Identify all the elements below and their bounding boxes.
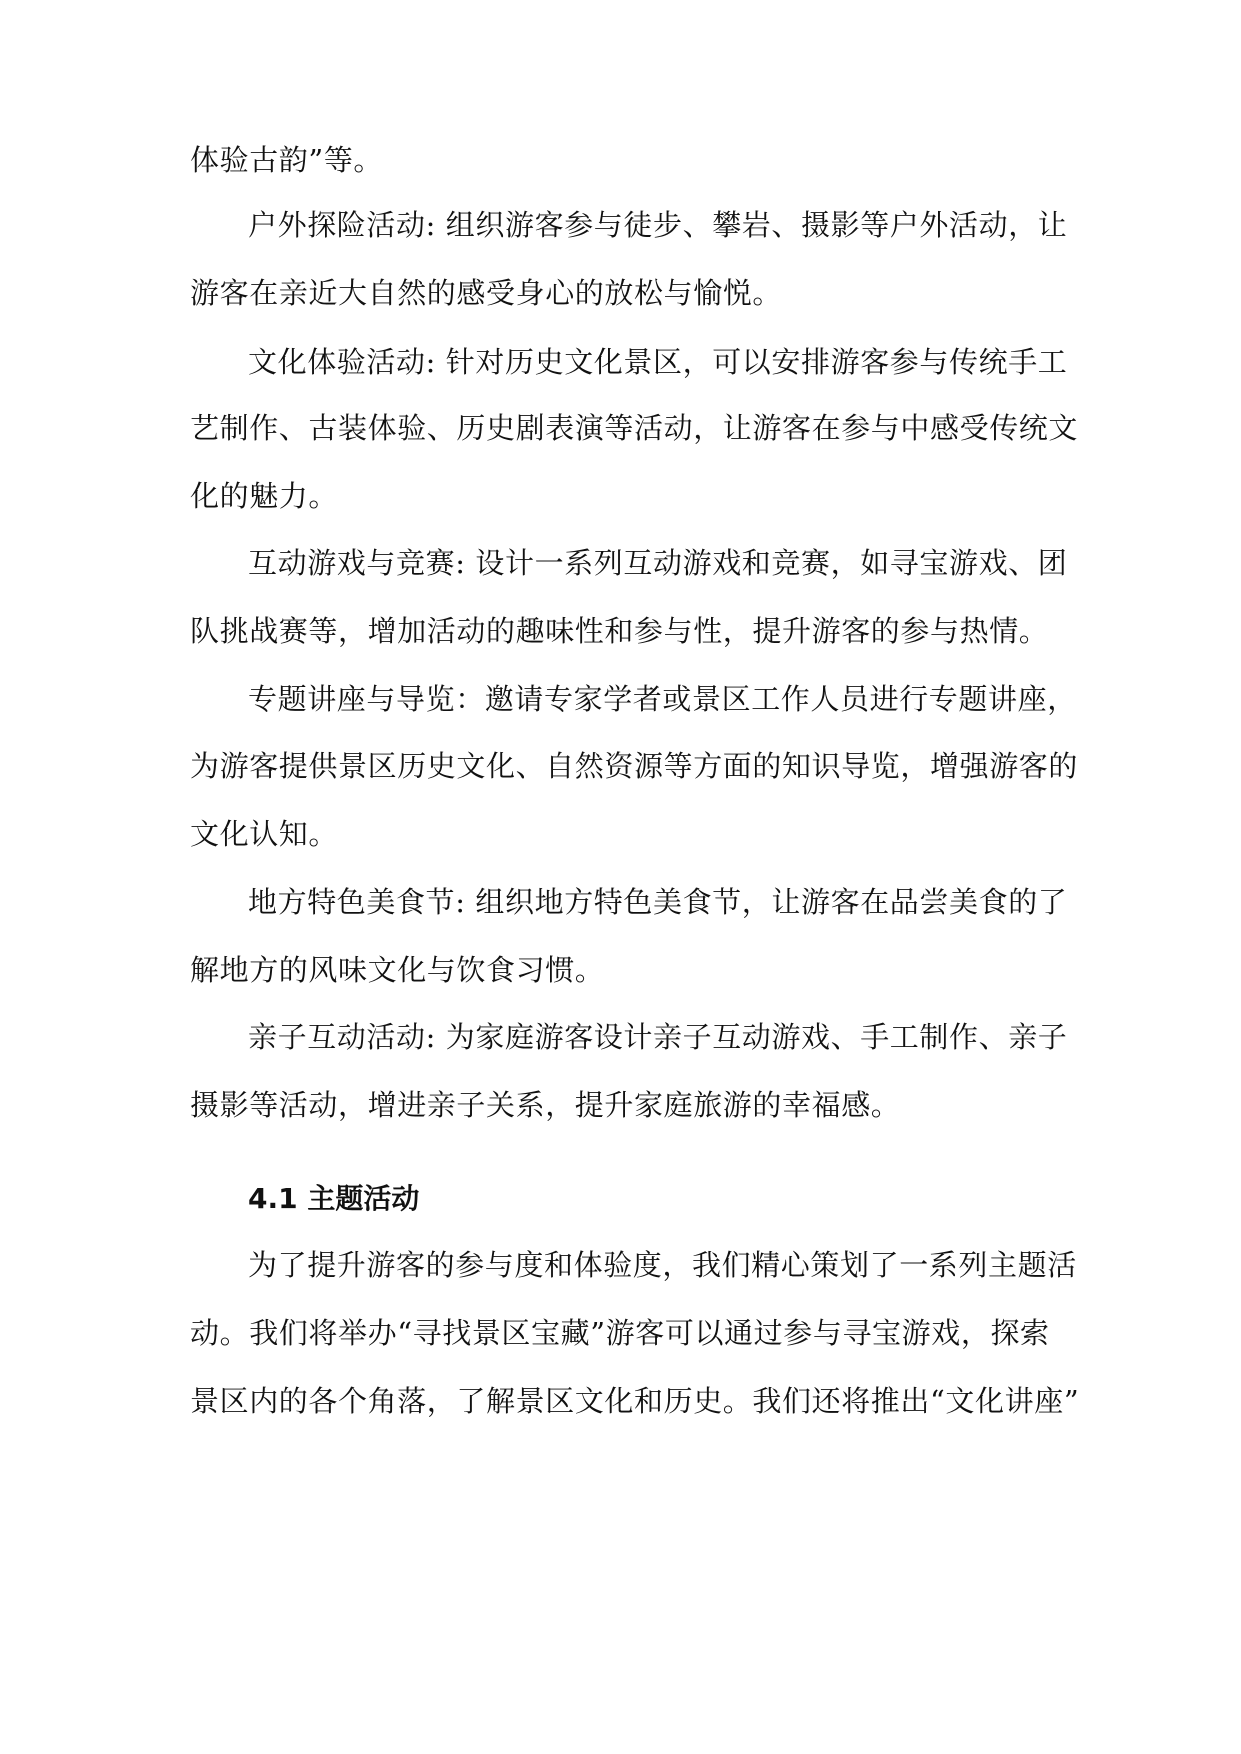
paragraph-line: 户外探险活动: 组织游客参与徒步、攀岩、摄影等户外活动，让 bbox=[248, 208, 1068, 242]
paragraph-line: 为了提升游客的参与度和体验度，我们精心策划了一系列主题活 bbox=[248, 1248, 1077, 1282]
paragraph-line: 文化体验活动: 针对历史文化景区，可以安排游客参与传统手工 bbox=[248, 345, 1068, 379]
paragraph-line: 解地方的风味文化与饮食习惯。 bbox=[190, 953, 605, 987]
paragraph-line: 文化认知。 bbox=[190, 817, 339, 851]
section-heading: 4.1 主题活动 bbox=[248, 1182, 420, 1215]
paragraph-line: 互动游戏与竞赛: 设计一系列互动游戏和竞赛，如寻宝游戏、团 bbox=[248, 546, 1068, 580]
paragraph-line: 艺制作、古装体验、历史剧表演等活动，让游客在参与中感受传统文 bbox=[190, 411, 1079, 445]
paragraph-line: 化的魅力。 bbox=[190, 479, 339, 513]
paragraph-line: 专题讲座与导览：邀请专家学者或景区工作人员进行专题讲座， bbox=[248, 682, 1077, 716]
paragraph-line: 队挑战赛等，增加活动的趣味性和参与性，提升游客的参与热情。 bbox=[190, 614, 1049, 648]
paragraph-line: 游客在亲近大自然的感受身心的放松与愉悦。 bbox=[190, 276, 783, 310]
paragraph-line: 为游客提供景区历史文化、自然资源等方面的知识导览，增强游客的 bbox=[190, 749, 1079, 783]
paragraph-line: 亲子互动活动: 为家庭游客设计亲子互动游戏、手工制作、亲子 bbox=[248, 1020, 1068, 1054]
paragraph-line: 动。我们将举办“寻找景区宝藏”游客可以通过参与寻宝游戏，探索 bbox=[190, 1316, 1050, 1350]
paragraph-line: 体验古韵”等。 bbox=[190, 143, 384, 177]
paragraph-line: 地方特色美食节: 组织地方特色美食节，让游客在品尝美食的了 bbox=[248, 885, 1068, 919]
paragraph-line: 景区内的各个角落，了解景区文化和历史。我们还将推出“文化讲座” bbox=[190, 1384, 1080, 1418]
paragraph-line: 摄影等活动，增进亲子关系，提升家庭旅游的幸福感。 bbox=[190, 1088, 901, 1122]
